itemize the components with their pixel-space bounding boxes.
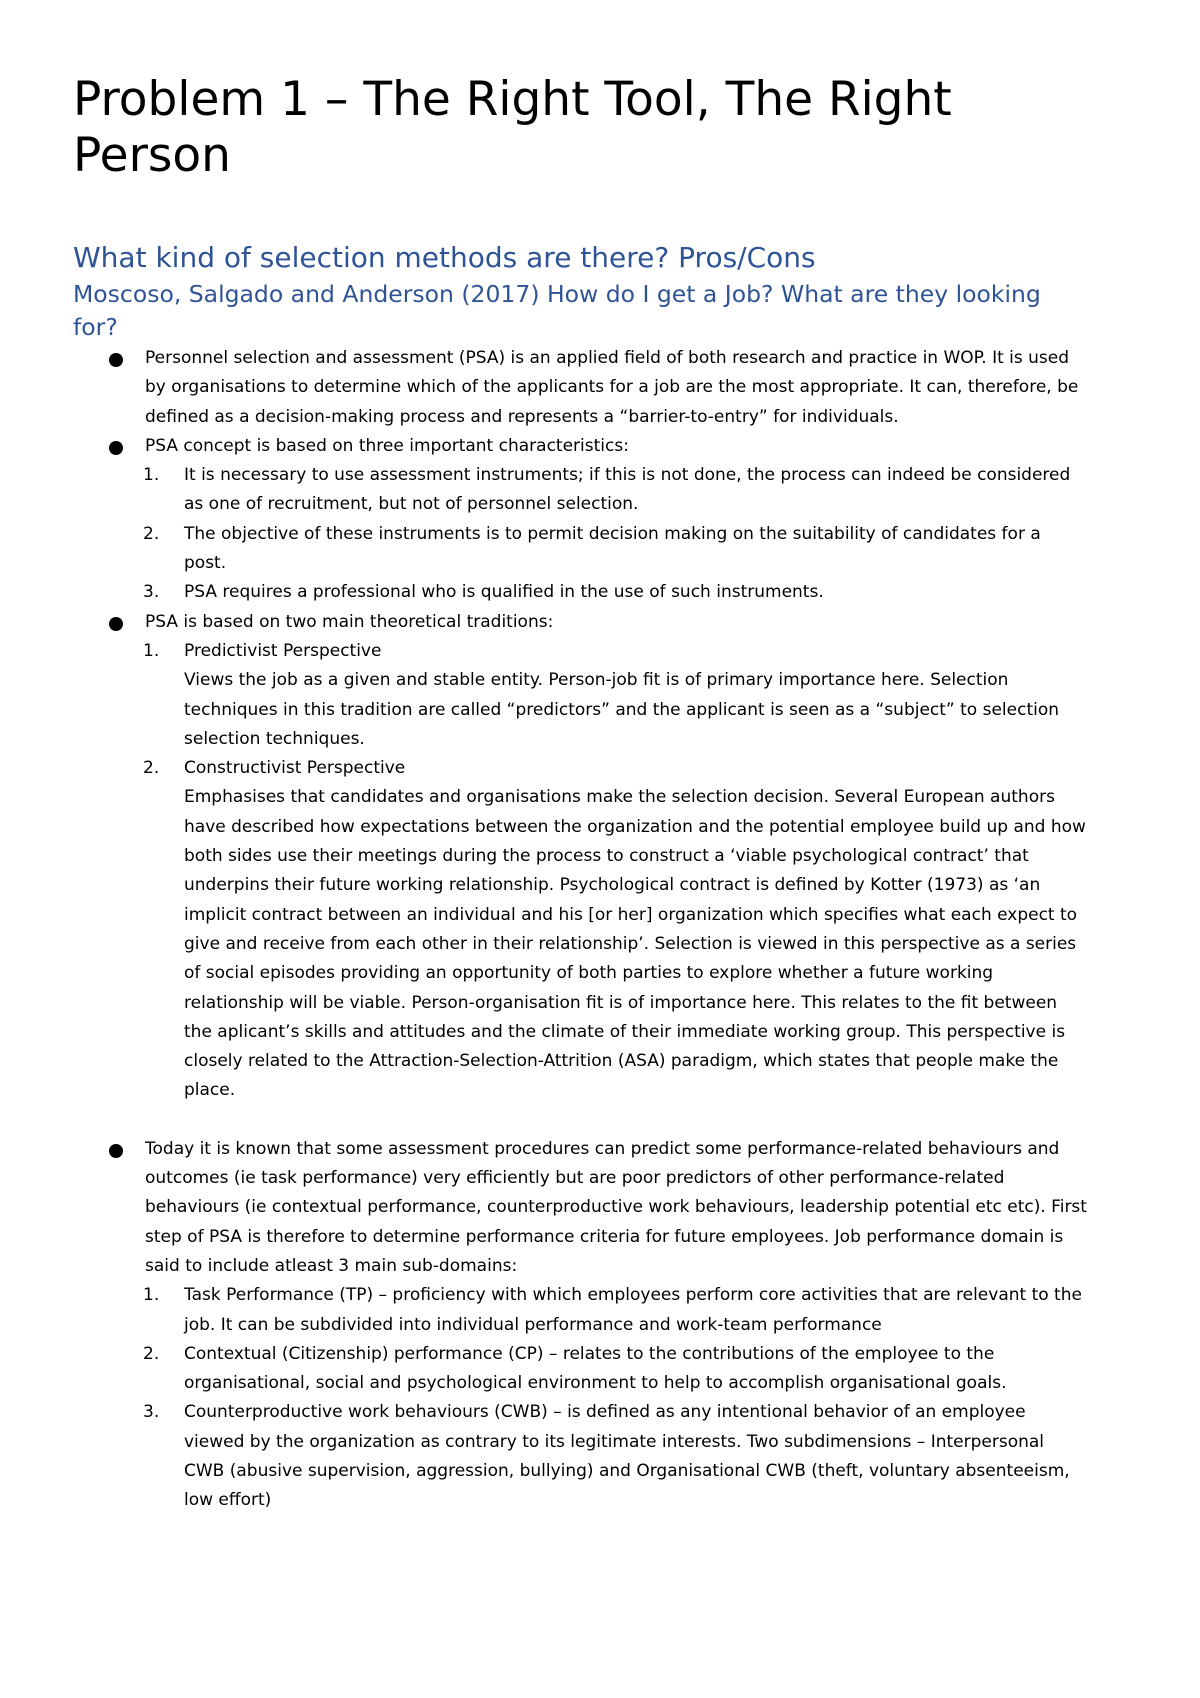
item-text: It is necessary to use assessment instruments; if this is not done, the process can indeed be considered as one of recruitment, but not of personnel selection. xyxy=(184,465,1071,515)
item-text: Task Performance (TP) – proficiency with which employees perform core activities that are relevant to the job. It can be subdivided into individual performance and work-team performance xyxy=(184,1285,1082,1335)
bullet-dot-icon xyxy=(109,617,123,631)
bullet-item xyxy=(73,344,1088,432)
numbered-item xyxy=(109,1281,1088,1340)
item-text: Counterproductive work behaviours (CWB) – is defined as any intentional behavior of an employee viewed by the organization as contrary to its legitimate interests. Two subdimensions – Interpersonal CWB (abusive supervision, aggression, bullying) and Organisational CWB (theft, voluntary absenteeism, low effort) xyxy=(184,1402,1070,1511)
numbered-item xyxy=(109,1398,1088,1515)
item-number: 1. xyxy=(143,640,160,661)
numbered-item xyxy=(109,520,1088,579)
blank-line xyxy=(145,1106,1088,1135)
numbered-list xyxy=(109,1281,1088,1515)
section-heading: What kind of selection methods are there? Pros/Cons xyxy=(73,241,816,274)
bullet-list xyxy=(73,344,1088,1516)
bullet-dot-icon xyxy=(109,441,123,455)
item-number: 3. xyxy=(143,1402,160,1423)
numbered-list xyxy=(109,637,1088,1106)
item-number: 2. xyxy=(143,758,160,779)
item-text: The objective of these instruments is to permit decision making on the suitability of candidates for a post. xyxy=(184,523,1041,574)
item-number: 2. xyxy=(143,1343,160,1364)
bullet-text: Personnel selection and assessment (PSA) is an applied field of both research and practice in WOP. It is used by organisations to determine which of the applicants for a job are the most appropriate. It can, therefore, be defined as a decision-making process and represents a “barrier-to-entry” for individuals. xyxy=(145,348,1079,427)
numbered-item xyxy=(109,637,1088,754)
item-number: 1. xyxy=(143,1285,160,1306)
bullet-dot-icon xyxy=(109,1144,123,1158)
bullet-text: Today it is known that some assessment procedures can predict some performance-related behaviours and outcomes (ie task performance) very efficiently but are poor predictors of other performance-related behaviours (ie contextual performance, counterproductive work behaviours, leadership potential etc etc). First step of PSA is therefore to determine performance criteria for future employees. Job performance domain is said to include atleast 3 main sub-domains: xyxy=(145,1138,1087,1276)
bullet-item xyxy=(73,608,1088,1135)
subsection-heading: Moscoso, Salgado and Anderson (2017) How do I get a Job? What are they looking for? xyxy=(73,280,1041,341)
bullet-item xyxy=(73,1135,1088,1516)
numbered-item xyxy=(109,578,1088,607)
numbered-item xyxy=(109,754,1088,1106)
bullet-text: PSA concept is based on three important characteristics: xyxy=(145,435,629,456)
item-number: 3. xyxy=(143,582,160,603)
item-text: Emphasises that candidates and organisations make the selection decision. Several European authors have described how expectations between the organization and the potential employee build up and how both sides use their meetings during the process to construct a ‘viable psychological contract’ that underpins their future working relationship. Psychological contract is defined by Kotter (1973) as ‘an implicit contract between an individual and his [or her] organization which specifies what each expect to give and receive from each other in their relationship’. Selection is viewed in this perspective as a series of social episodes providing an opportunity of both parties to explore whether a future working relationship will be viable. Person-organisation fit is of importance here. This relates to the fit between the aplicant’s skills and attitudes and the climate of their immediate working group. This perspective is closely related to the Attraction-Selection-Attrition (ASA) paradigm, which states that people make the place. xyxy=(184,787,1086,1101)
document-body xyxy=(73,344,1088,1516)
item-text: Contextual (Citizenship) performance (CP) – relates to the contributions of the employee to the organisational, social and psychological environment to help to accomplish organisational goals. xyxy=(184,1343,1007,1394)
item-number: 1. xyxy=(143,465,160,486)
item-text: PSA requires a professional who is qualified in the use of such instruments. xyxy=(184,582,824,603)
bullet-dot-icon xyxy=(109,353,123,367)
numbered-item xyxy=(109,461,1088,520)
item-title: Constructivist Perspective xyxy=(184,758,406,779)
numbered-item xyxy=(109,1340,1088,1399)
page-title: Problem 1 – The Right Tool, The Right Person xyxy=(73,72,952,183)
item-title: Predictivist Perspective xyxy=(184,640,382,661)
item-number: 2. xyxy=(143,523,160,544)
item-text: Views the job as a given and stable entity. Person-job fit is of primary importance here. Selection techniques in this tradition are called “predictors” and the applicant is seen as a “subject” to selection selection techniques. xyxy=(184,670,1060,749)
bullet-text: PSA is based on two main theoretical traditions: xyxy=(145,611,554,632)
bullet-item xyxy=(73,432,1088,608)
numbered-list xyxy=(109,461,1088,607)
